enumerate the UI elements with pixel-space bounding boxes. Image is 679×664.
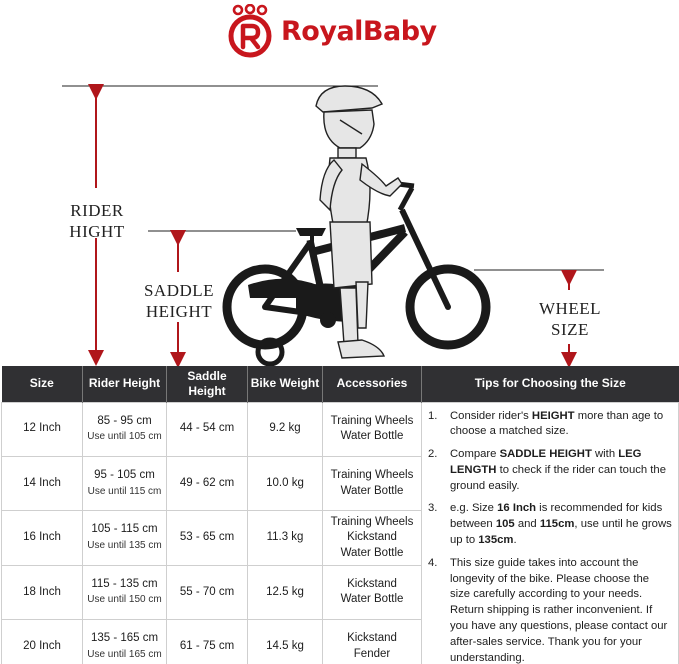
- header-accessories: Accessories: [323, 366, 422, 402]
- tip-text-part: to check if the rider can touch the ground easily.: [450, 463, 667, 492]
- accessory-item: Training Wheels: [330, 515, 414, 528]
- accessories-cell: [323, 456, 422, 510]
- tip-emphasis: 135cm: [478, 534, 514, 547]
- tip-item: [428, 447, 672, 494]
- saddle-height-cell: 49 - 62 cm: [167, 456, 248, 510]
- tip-item: [428, 501, 672, 548]
- tip-text-part: Consider rider's: [450, 409, 532, 422]
- rider-height-cell: [83, 456, 167, 510]
- saddle-height-cell: 53 - 65 cm: [167, 511, 248, 565]
- bike-weight-cell: 12.5 kg: [248, 565, 323, 619]
- rider-note: Use until 135 cm: [87, 539, 162, 551]
- tip-emphasis: LEG LENGTH: [450, 448, 642, 476]
- header-saddle-height: [167, 366, 248, 402]
- rider-note: Use until 105 cm: [87, 431, 162, 443]
- tip-text-part: e.g. Size: [450, 502, 498, 515]
- accessories-cell: [323, 511, 422, 565]
- accessory-item: Kickstand: [347, 632, 397, 645]
- tip-text-part: is recommended for kids between: [450, 502, 663, 531]
- accessories-cell: [323, 402, 422, 456]
- saddle-height-label: [136, 280, 222, 322]
- tip-number: 4.: [428, 556, 438, 569]
- table-header-row: [2, 366, 679, 402]
- saddle-height-cell: 44 - 54 cm: [167, 402, 248, 456]
- wheel-size-label: [535, 298, 605, 340]
- accessories-cell: [323, 620, 422, 664]
- rider-range: 105 - 115 cm: [91, 523, 158, 536]
- tip-emphasis: SADDLE HEIGHT: [499, 448, 592, 461]
- rider-height-cell: [83, 620, 167, 664]
- header-bike-weight: Bike Weight: [248, 366, 323, 402]
- saddle-height-line-1: SADDLE: [143, 281, 215, 300]
- tip-item: [428, 409, 672, 441]
- tips-cell: [422, 402, 679, 664]
- accessories-cell: [323, 565, 422, 619]
- rider-height-line-2: HIGHT: [69, 222, 125, 241]
- brand-logo: [225, 3, 465, 59]
- brand-name: RoyalBaby: [281, 15, 437, 47]
- tip-text-part: with: [591, 448, 619, 461]
- rider-note: Use until 115 cm: [87, 485, 162, 497]
- tip-text-part: and: [514, 518, 540, 531]
- royalbaby-crown-r-icon: [225, 4, 275, 58]
- wheel-size-line-2: SIZE: [551, 320, 589, 339]
- tip-number: 2.: [428, 448, 438, 461]
- header-rider-height: Rider Height: [83, 366, 167, 402]
- tip-emphasis: 16 Inch: [497, 502, 537, 515]
- bike-weight-cell: 14.5 kg: [248, 620, 323, 664]
- rider-height-cell: [83, 402, 167, 456]
- saddle-height-cell: 55 - 70 cm: [167, 565, 248, 619]
- header-size: Size: [2, 366, 83, 402]
- size-cell: 12 Inch: [2, 402, 83, 456]
- accessory-item: Water Bottle: [340, 430, 404, 443]
- rider-note: Use until 165 cm: [87, 648, 162, 660]
- saddle-height-cell: 61 - 75 cm: [167, 620, 248, 664]
- rider-bike-illustration: [0, 60, 679, 366]
- rider-range: 135 - 165 cm: [90, 632, 159, 645]
- tip-text-part: more than age to choose a matched size.: [450, 409, 664, 438]
- size-cell: 20 Inch: [2, 620, 83, 664]
- accessory-item: Training Wheels: [330, 469, 414, 482]
- rider-height-line-1: RIDER: [70, 201, 124, 220]
- tip-text: [450, 409, 672, 441]
- tip-number: 3.: [428, 502, 438, 515]
- tip-number: 1.: [428, 409, 438, 422]
- accessory-item: Kickstand: [347, 577, 397, 590]
- bike-weight-cell: 11.3 kg: [248, 511, 323, 565]
- accessory-item: Fender: [353, 647, 391, 660]
- tip-emphasis: HEIGHT: [531, 409, 575, 422]
- table-row: [2, 402, 679, 456]
- header-saddle-line-2: Height: [188, 383, 226, 398]
- tip-text-part: , use until he grows up to: [450, 518, 672, 547]
- header-tips: Tips for Choosing the Size: [422, 366, 679, 402]
- rider-note: Use until 150 cm: [87, 594, 162, 606]
- wheel-size-line-1: WHEEL: [539, 299, 601, 318]
- accessory-item: Kickstand: [347, 531, 397, 544]
- size-chart-table: [1, 366, 679, 664]
- rider-height-cell: [83, 565, 167, 619]
- bike-weight-cell: 9.2 kg: [248, 402, 323, 456]
- rider-range: 115 - 135 cm: [91, 577, 158, 590]
- header-saddle-line-1: Saddle: [187, 368, 227, 383]
- accessory-item: Water Bottle: [340, 593, 404, 606]
- accessory-item: Training Wheels: [330, 414, 414, 427]
- size-cell: 16 Inch: [2, 511, 83, 565]
- rider-height-label: [62, 200, 132, 242]
- accessory-item: Water Bottle: [340, 546, 404, 559]
- size-cell: 14 Inch: [2, 456, 83, 510]
- accessory-item: Water Bottle: [340, 484, 404, 497]
- rider-range: 85 - 95 cm: [97, 414, 152, 427]
- tip-text-part: .: [513, 534, 517, 547]
- tip-text: [450, 447, 672, 494]
- rider-range: 95 - 105 cm: [94, 469, 155, 482]
- tip-text: This size guide takes into account the longevity of the bike. Please choose the size carefully according to your needs. Return shipping is rather inconvenient. If you have any questions, please contact our after-sales service. Thank you for your understanding.: [450, 556, 668, 664]
- tip-item: [428, 556, 672, 664]
- tip-text: [450, 501, 672, 548]
- tip-text-part: Compare: [450, 448, 500, 461]
- tip-emphasis: 105: [495, 518, 515, 531]
- saddle-height-line-2: HEIGHT: [145, 302, 213, 321]
- bike-weight-cell: 10.0 kg: [248, 456, 323, 510]
- size-cell: 18 Inch: [2, 565, 83, 619]
- tip-emphasis: 115cm: [539, 518, 575, 531]
- rider-height-cell: [83, 511, 167, 565]
